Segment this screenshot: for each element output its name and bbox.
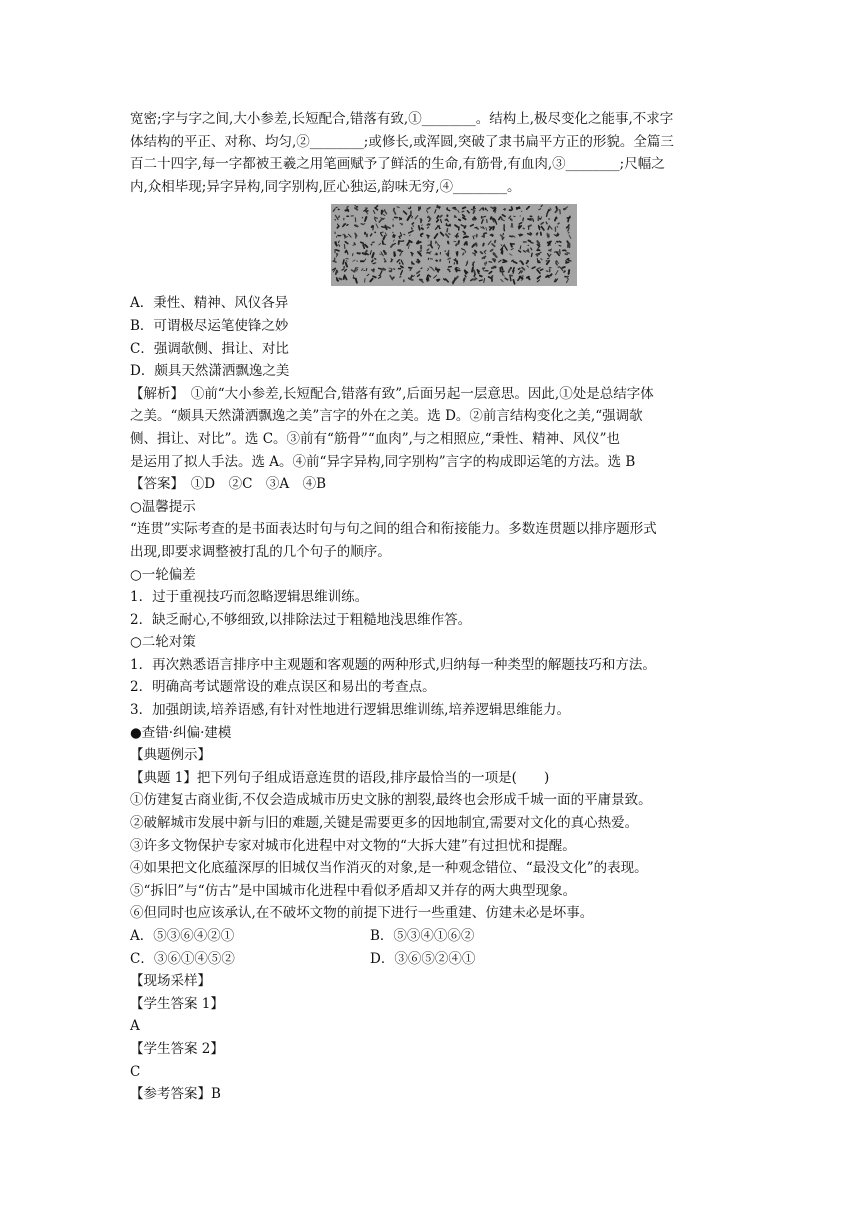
- sentence-list: [130, 789, 730, 925]
- strategy-line: 3．加强朗读,培养语感,有针对性地进行逻辑思维训练,培养逻辑思维能力。: [130, 702, 570, 719]
- lanting-calligraphy-image: [331, 204, 577, 286]
- sentence-item: ⑤“拆旧”与“仿古”是中国城市化进程中看似矛盾却又并存的两大典型现象。: [130, 882, 577, 899]
- sentence-item: ②破解城市发展中新与旧的难题,关键是需要更多的因地制宜,需要对文化的真心热爱。: [130, 815, 639, 832]
- strategy-line: 2．明确高考试题常设的难点误区和易出的考查点。: [130, 679, 436, 696]
- reference-answer: 【参考答案】B: [130, 1086, 221, 1103]
- deviation-section: [130, 564, 730, 632]
- figure-container: [130, 200, 730, 290]
- passage-line: 百二十四字,每一字都被王羲之用笔画赋予了鲜活的生命,有筋骨,有血肉,③________;尺幅之: [130, 156, 665, 173]
- answer-line: 【答案】 ①D ②C ③A ④B: [130, 476, 327, 493]
- tips-heading: ○温馨提示: [130, 498, 196, 515]
- choice-c: C．③⑥①④⑤②: [130, 950, 235, 967]
- deviation-heading: ○一轮偏差: [130, 566, 196, 583]
- choice-a: A．⑤③⑥④②①: [130, 928, 235, 944]
- passage: [130, 108, 730, 198]
- option-b: B．可谓极尽运笔使锋之妙: [130, 317, 289, 334]
- question-line: 【典题 1】把下列句子组成语意连贯的语段,排序最恰当的一项是( ): [130, 769, 550, 786]
- tips-section: [130, 496, 730, 564]
- sentence-item: ④如果把文化底蕴深厚的旧城仅当作消灭的对象,是一种观念错位、“最没文化”的表现。: [130, 860, 648, 877]
- sentence-item: ①仿建复古商业街,不仅会造成城市历史文脉的割裂,最终也会形成千城一面的平庸景致。: [130, 792, 652, 809]
- strategy-heading: ○二轮对策: [130, 634, 196, 651]
- student-answer-2-label: 【学生答案 2】: [130, 1040, 224, 1057]
- sentence-item: ⑥但同时也应该承认,在不破坏文物的前提下进行一些重建、仿建未必是坏事。: [130, 905, 594, 922]
- section-heading: ●查错·纠偏·建模: [130, 724, 232, 741]
- sampling-heading: 【现场采样】: [130, 973, 211, 990]
- strategy-line: 1．再次熟悉语言排序中主观题和客观题的两种形式,归纳每一种类型的解题技巧和方法。: [130, 656, 656, 673]
- options-list: [130, 292, 730, 382]
- choices: [130, 925, 730, 970]
- student-answer-2: C: [130, 1063, 141, 1080]
- student-answer-1: A: [130, 1018, 140, 1035]
- student-answer-1-label: 【学生答案 1】: [130, 995, 224, 1012]
- analysis-line: 之美。“颇具天然潇洒飘逸之美”言字的外在之美。选 D。②前言结构变化之美,“强调欹: [130, 408, 643, 425]
- choice-row: [130, 948, 730, 971]
- deviation-line: 2．缺乏耐心,不够细致,以排除法过于粗糙地浅思维作答。: [130, 611, 472, 628]
- deviation-line: 1．过于重视技巧而忽略逻辑思维训练。: [130, 589, 369, 606]
- analysis-line: 【解析】 ①前“大小参差,长短配合,错落有致”,后面另起一层意思。因此,①处是总结字体: [130, 385, 654, 402]
- strategy-section: [130, 631, 730, 721]
- option-c: C．强调欹侧、揖让、对比: [130, 340, 289, 357]
- choice-d: D．③⑥⑤②④①: [370, 950, 476, 967]
- document-page: [130, 108, 730, 1106]
- option-d: D．颇具天然潇洒飘逸之美: [130, 363, 290, 380]
- tips-line: “连贯”实际考查的是书面表达时句与句之间的组合和衔接能力。多数连贯题以排序题形式: [130, 521, 657, 538]
- example-heading: 【典题例示】: [130, 747, 211, 764]
- passage-line: 宽密;字与字之间,大小参差,长短配合,错落有致,①________。结构上,极尽变化之能事,不求字: [130, 111, 674, 127]
- choice-row: [130, 925, 730, 948]
- sentence-item: ③许多文物保护专家对城市化进程中对文物的“大拆大建”有过担忧和提醒。: [130, 837, 576, 854]
- passage-line: 体结构的平正、对称、均匀,②________;或修长,或浑圆,突破了隶书扁平方正的形貌。全篇三: [130, 133, 674, 150]
- passage-line: 内,众相毕现;异字异构,同字别构,匠心独运,韵味无穷,④________。: [130, 178, 521, 195]
- choice-b: B．⑤③④①⑥②: [370, 928, 475, 944]
- analysis-line: 是运用了拟人手法。选 A。④前“异字异构,同字别构”言字的构成即运笔的方法。选 B: [130, 453, 636, 470]
- analysis-line: 侧、揖让、对比”。选 C。③前有“筋骨”“血肉”,与之相照应,“秉性、精神、风仪”也: [130, 430, 621, 447]
- analysis: [130, 383, 730, 473]
- tips-line: 出现,即要求调整被打乱的几个句子的顺序。: [130, 543, 391, 560]
- option-a: A．秉性、精神、风仪各异: [130, 295, 289, 312]
